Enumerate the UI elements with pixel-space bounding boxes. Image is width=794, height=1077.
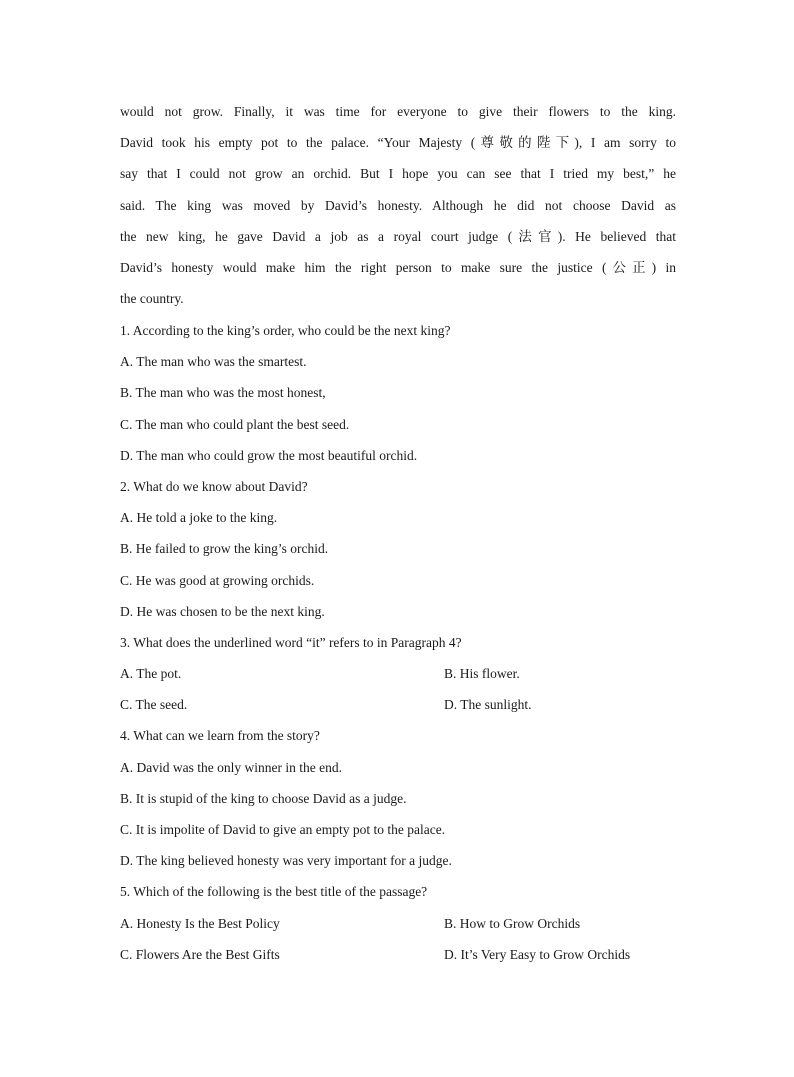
question-1 [120, 315, 680, 471]
option-a: A. The pot. [120, 666, 182, 682]
option-c: C. Flowers Are the Best Gifts [120, 946, 280, 962]
option-row [120, 658, 680, 689]
option-b: B. He failed to grow the king’s orchid. [120, 541, 329, 557]
question-list [120, 315, 680, 970]
option-row [120, 939, 680, 970]
paragraph-line: the country. [120, 291, 184, 307]
option-a: A. The man who was the smartest. [120, 354, 307, 370]
story-paragraph [120, 96, 676, 314]
option-d: D. He was chosen to be the next king. [120, 603, 325, 619]
question-stem: 4. What can we learn from the story? [120, 728, 320, 744]
question-3 [120, 627, 680, 721]
option-c: C. He was good at growing orchids. [120, 572, 315, 588]
option-a: A. David was the only winner in the end. [120, 759, 342, 775]
option-b: B. How to Grow Orchids [444, 915, 581, 931]
option-b: B. The man who was the most honest, [120, 385, 326, 401]
option-d: D. It’s Very Easy to Grow Orchids [444, 946, 631, 962]
option-d: D. The sunlight. [444, 697, 532, 713]
option-c: C. The man who could plant the best seed. [120, 416, 350, 432]
option-d: D. The man who could grow the most beautiful orchid. [120, 447, 418, 463]
question-stem: 2. What do we know about David? [120, 478, 308, 494]
option-b: B. His flower. [444, 666, 520, 682]
paragraph-line: said. The king was moved by David’s honesty. Although he did not choose David as [120, 197, 676, 213]
question-stem: 3. What does the underlined word “it” refers to in Paragraph 4? [120, 634, 462, 650]
paragraph-line: would not grow. Finally, it was time for everyone to give their flowers to the king. [120, 104, 676, 119]
question-stem: 5. Which of the following is the best title of the passage? [120, 884, 428, 900]
option-c: C. The seed. [120, 697, 188, 713]
option-row [120, 689, 680, 720]
paragraph-line: David’s honesty would make him the right person to make sure the justice (公正) in [120, 260, 676, 276]
option-c: C. It is impolite of David to give an empty pot to the palace. [120, 822, 446, 837]
option-d: D. The king believed honesty was very important for a judge. [120, 853, 452, 869]
question-stem: 1. According to the king’s order, who could be the next king? [120, 323, 451, 338]
option-b: B. It is stupid of the king to choose David as a judge. [120, 790, 407, 806]
question-4 [120, 720, 680, 876]
paragraph-line: the new king, he gave David a job as a royal court judge (法官). He believed that [120, 228, 676, 244]
question-2 [120, 471, 680, 627]
paragraph-line: say that I could not grow an orchid. But I hope you can see that I tried my best,” he [120, 166, 676, 182]
paragraph-line: David took his empty pot to the palace. “Your Majesty (尊敬的陛下), I am sorry to [120, 135, 676, 151]
option-a: A. Honesty Is the Best Policy [120, 915, 280, 931]
option-row [120, 908, 680, 939]
option-a: A. He told a joke to the king. [120, 510, 278, 526]
question-5 [120, 876, 680, 970]
